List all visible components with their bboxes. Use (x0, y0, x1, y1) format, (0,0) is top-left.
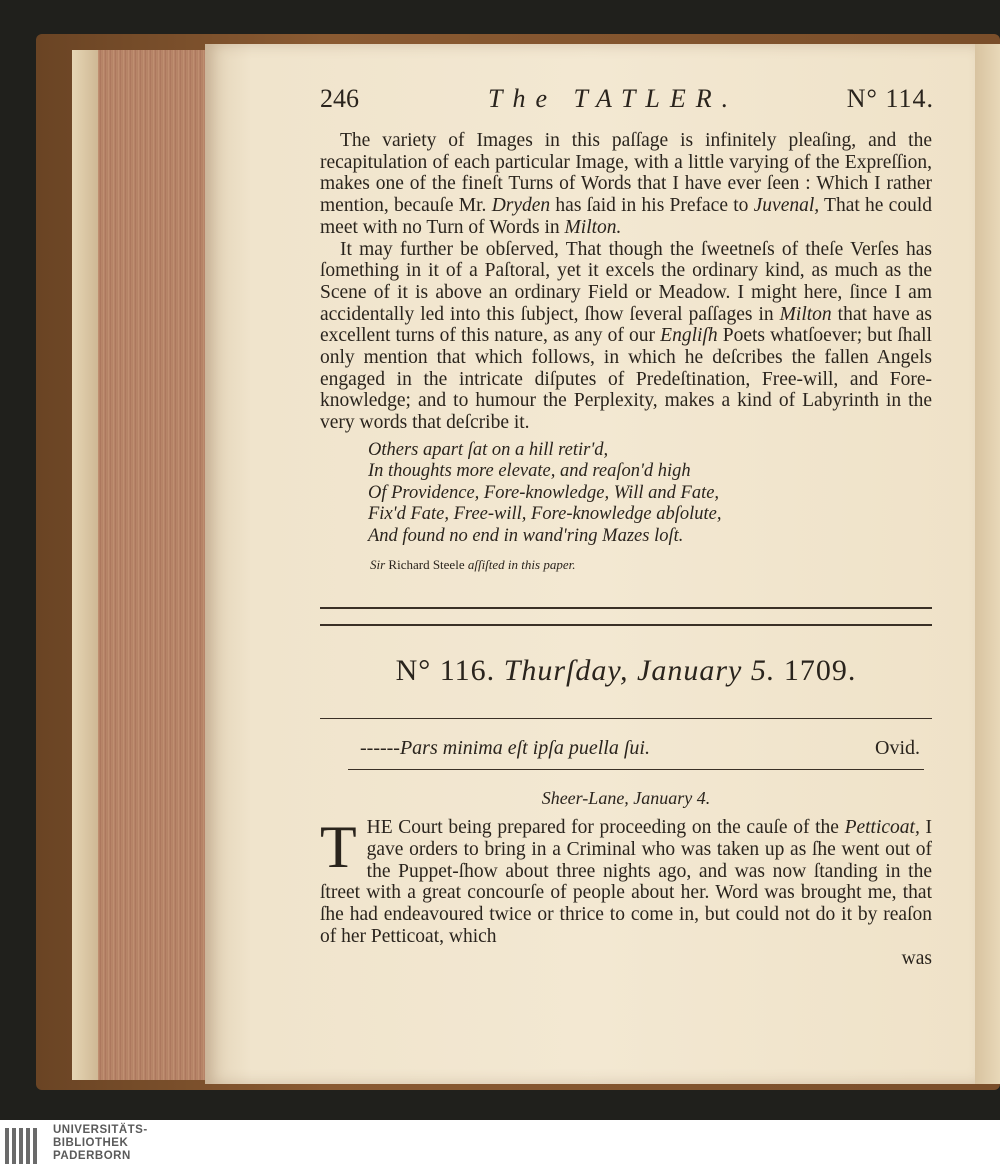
text-run: It may further be obſerved, That though the ſweetneſs of theſe Verſes has ſomething in it of a Paſtoral, yet it excels the ordinary kind, as much as the Scene of it is above an ordinary Field or Meadow. I might here, ſince I am accidentally led into this ſubject, ſhow ſeveral paſſages in (320, 238, 932, 325)
credit-rest: aſſiſted in this paper. (467, 557, 576, 573)
italic-run: Dryden (491, 195, 551, 217)
text-run: The variety of Images in this paſſage is infinitely pleaſing, and the recapitulation of each particular Image, with a little varying of the Expreſſion, makes one of the fineſt Turns of Words that I have ever ſeen : Which I rather mention, becauſe Mr. (320, 130, 932, 217)
divider-rule (320, 718, 932, 719)
motto-author: Ovid. (875, 737, 920, 760)
divider-rule (348, 769, 924, 770)
verse-quotation (368, 440, 932, 548)
logo-line: PADERBORN (53, 1150, 131, 1162)
dateline: Sheer-Lane, January 4. (541, 788, 711, 809)
text-run: That he could meet with no Turn of Words in (320, 195, 933, 238)
italic-run: Engliſh (660, 325, 718, 347)
essay-body (320, 814, 932, 947)
library-logo-bar (0, 1120, 1000, 1172)
verse-line: Fix'd Fate, Free-will, Fore-knowledge abſolute, (368, 504, 722, 525)
text-run: that have as excellent turns of this nature, as any of our (320, 303, 932, 347)
library-logo-icon (5, 1124, 41, 1168)
running-head (320, 84, 932, 120)
page-number: 246 (320, 84, 359, 113)
catchword: was (901, 947, 932, 969)
italic-run: Milton (779, 303, 832, 325)
issue-year: 1709. (783, 654, 857, 688)
issue-reference: N° 114. (846, 84, 934, 113)
verse-line: Of Providence, Fore-knowledge, Will and Fate, (368, 482, 720, 503)
drop-cap: T (320, 814, 357, 881)
divider-rule (320, 624, 932, 626)
page-text (320, 84, 932, 969)
text-run: HE Court being prepared for proceeding on the cauſe of the (366, 817, 845, 839)
divider-rule (320, 607, 932, 609)
logo-line: BIBLIOTHEK (53, 1137, 129, 1149)
issue-date: Thurſday, January 5. (503, 654, 776, 688)
italic-run: Juvenal, (753, 195, 820, 217)
verse-line: Others apart ſat on a hill retir'd, (368, 439, 609, 460)
paragraph-2 (320, 239, 932, 434)
text-run: I gave orders to bring in a Criminal who was taken up as ſhe went out of the Puppet-ſhow about three nights ago, and was now ſtanding in the ſtreet with a great concourſe of people about her. Word was brought me, that ſhe had endeavoured twice or thrice to come in, but could not do it by reaſon of her Petticoat, which (320, 817, 932, 947)
motto-text: ------Pars minima eſt ipſa puella ſui. (360, 737, 650, 760)
issue-number: N° 116. (395, 654, 496, 688)
verse-line: And found no end in wand'ring Mazes loſt. (368, 525, 684, 546)
author-credit (370, 557, 932, 573)
library-logo-text (53, 1124, 148, 1163)
paragraph-1 (320, 130, 932, 239)
motto (320, 737, 932, 765)
verse-line: In thoughts more elevate, and reaſon'd high (368, 461, 691, 482)
page-edges-light (72, 50, 98, 1080)
text-run: has ſaid in his Preface to (550, 195, 754, 217)
credit-name: Richard Steele (388, 557, 465, 573)
italic-run: Petticoat, (844, 817, 920, 839)
page-right-edge (975, 44, 1000, 1084)
logo-line: UNIVERSITÄTS- (53, 1124, 148, 1136)
credit-sir: Sir (370, 557, 386, 573)
running-title: The TATLER. (488, 84, 739, 113)
text-run: Poets whatſoever; but ſhall only mention that which follows, in which he deſcribes the fallen Angels engaged in the intricate diſputes of Predeſtination, Free-will, and Fore-knowledge; and to humour the Perplexity, makes a kind of Labyrinth in the very words that deſcribe it. (320, 325, 932, 434)
italic-run: Milton. (564, 216, 622, 238)
issue-heading (320, 654, 932, 688)
